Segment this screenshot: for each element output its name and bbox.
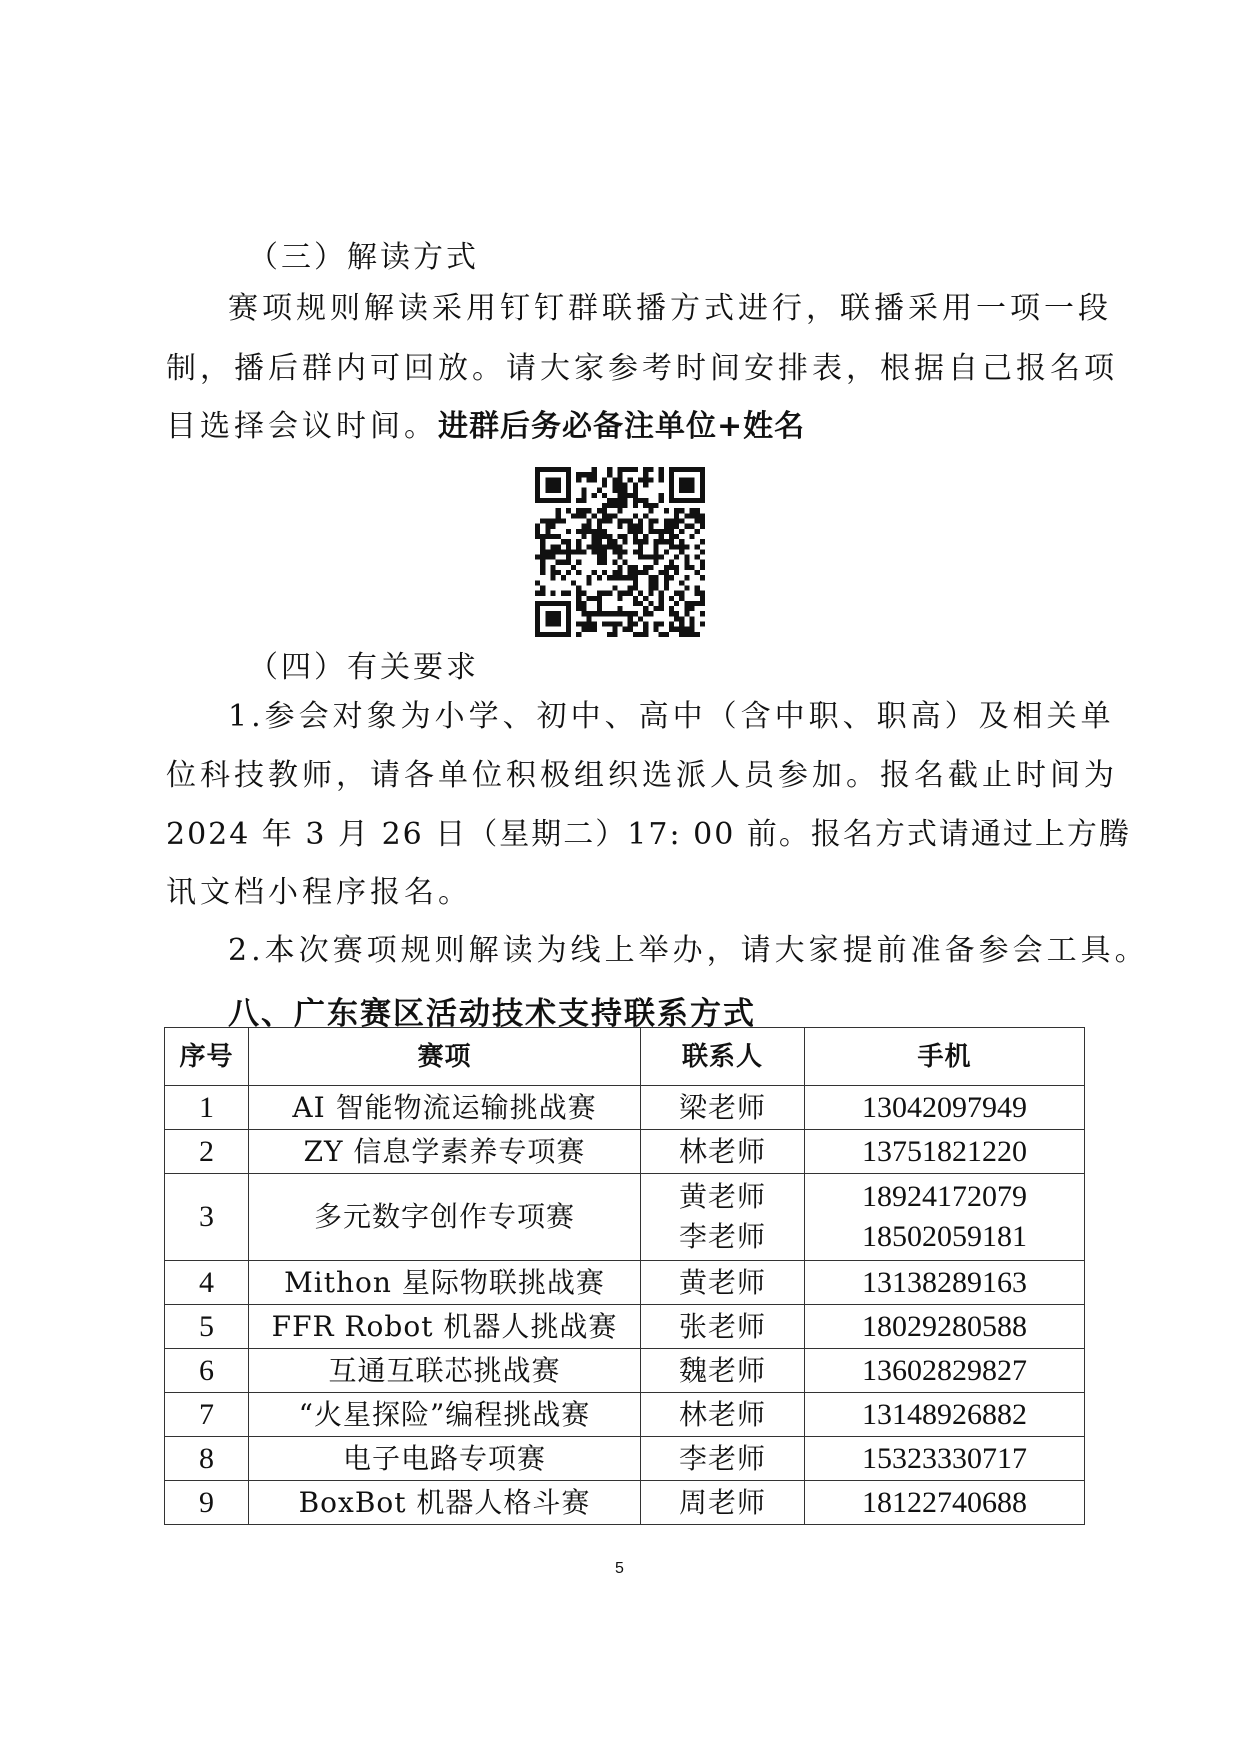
table-row (165, 1349, 1085, 1393)
row-event: BoxBot 机器人格斗赛 (249, 1481, 641, 1525)
section3-line-3-text: 目选择会议时间。 (166, 409, 438, 444)
row-contact: 张老师 (641, 1305, 805, 1349)
table-row (165, 1261, 1085, 1305)
row-phone: 13602829827 (805, 1349, 1085, 1393)
row-phone-1: 18924172079 (862, 1180, 1027, 1213)
row-phone (805, 1174, 1085, 1261)
section4-line-4: 讯文档小程序报名。 (166, 875, 472, 910)
row-event: Mithon 星际物联挑战赛 (249, 1261, 641, 1305)
section4-line-3: 2024 年 3 月 26 日（星期二）17: 00 前。报名方式请通过上方腾 (166, 817, 1131, 852)
section3-line-1: 赛项规则解读采用钉钉群联播方式进行，联播采用一项一段 (228, 291, 1112, 326)
header-phone: 手机 (805, 1028, 1085, 1086)
row-no: 8 (165, 1437, 249, 1481)
section3-line-2: 制，播后群内可回放。请大家参考时间安排表，根据自己报名项 (166, 351, 1118, 386)
row-phone: 13042097949 (805, 1086, 1085, 1130)
table-row (165, 1393, 1085, 1437)
row-contact: 梁老师 (641, 1086, 805, 1130)
row-phone: 18029280588 (805, 1305, 1085, 1349)
qr-code (535, 467, 705, 637)
row-phone: 15323330717 (805, 1437, 1085, 1481)
table-row (165, 1437, 1085, 1481)
row-contact (641, 1174, 805, 1261)
section4-line-5: 2.本次赛项规则解读为线上举办，请大家提前准备参会工具。 (228, 933, 1149, 968)
header-contact: 联系人 (641, 1028, 805, 1086)
row-contact: 李老师 (641, 1437, 805, 1481)
row-event: 多元数字创作专项赛 (249, 1174, 641, 1261)
row-contact: 黄老师 (641, 1261, 805, 1305)
row-contact-2: 李老师 (678, 1220, 766, 1253)
row-contact: 林老师 (641, 1130, 805, 1174)
contacts-table (164, 1027, 1085, 1525)
row-phone: 13751821220 (805, 1130, 1085, 1174)
row-event: FFR Robot 机器人挑战赛 (249, 1305, 641, 1349)
page-number: 5 (615, 1560, 624, 1577)
row-phone: 13148926882 (805, 1393, 1085, 1437)
row-phone: 18122740688 (805, 1481, 1085, 1525)
section8-heading: 八、广东赛区活动技术支持联系方式 (228, 996, 756, 1032)
row-contact-1: 黄老师 (678, 1180, 766, 1213)
header-no: 序号 (165, 1028, 249, 1086)
row-no: 2 (165, 1130, 249, 1174)
row-contact: 周老师 (641, 1481, 805, 1525)
row-no: 6 (165, 1349, 249, 1393)
table-row (165, 1130, 1085, 1174)
header-event: 赛项 (249, 1028, 641, 1086)
row-no: 9 (165, 1481, 249, 1525)
row-event: 互通互联芯挑战赛 (249, 1349, 641, 1393)
row-event: AI 智能物流运输挑战赛 (249, 1086, 641, 1130)
table-row (165, 1481, 1085, 1525)
table-header-row (165, 1028, 1085, 1086)
row-event: 电子电路专项赛 (249, 1437, 641, 1481)
section3-heading: （三）解读方式 (248, 240, 479, 275)
section3-line-3 (166, 409, 806, 444)
row-contact: 魏老师 (641, 1349, 805, 1393)
row-no: 3 (165, 1174, 249, 1261)
section4-line-1: 1.参会对象为小学、初中、高中（含中职、职高）及相关单 (228, 699, 1115, 734)
section4-heading: （四）有关要求 (248, 650, 479, 685)
row-phone: 13138289163 (805, 1261, 1085, 1305)
row-event: ZY 信息学素养专项赛 (249, 1130, 641, 1174)
table-row (165, 1305, 1085, 1349)
section4-line-2: 位科技教师，请各单位积极组织选派人员参加。报名截止时间为 (166, 758, 1118, 793)
row-event: “火星探险”编程挑战赛 (249, 1393, 641, 1437)
row-no: 4 (165, 1261, 249, 1305)
row-phone-2: 18502059181 (862, 1220, 1027, 1253)
row-contact: 林老师 (641, 1393, 805, 1437)
section3-emphasis: 进群后务必备注单位+姓名 (438, 409, 806, 444)
row-no: 5 (165, 1305, 249, 1349)
table-row (165, 1174, 1085, 1261)
table-row (165, 1086, 1085, 1130)
row-no: 1 (165, 1086, 249, 1130)
row-no: 7 (165, 1393, 249, 1437)
